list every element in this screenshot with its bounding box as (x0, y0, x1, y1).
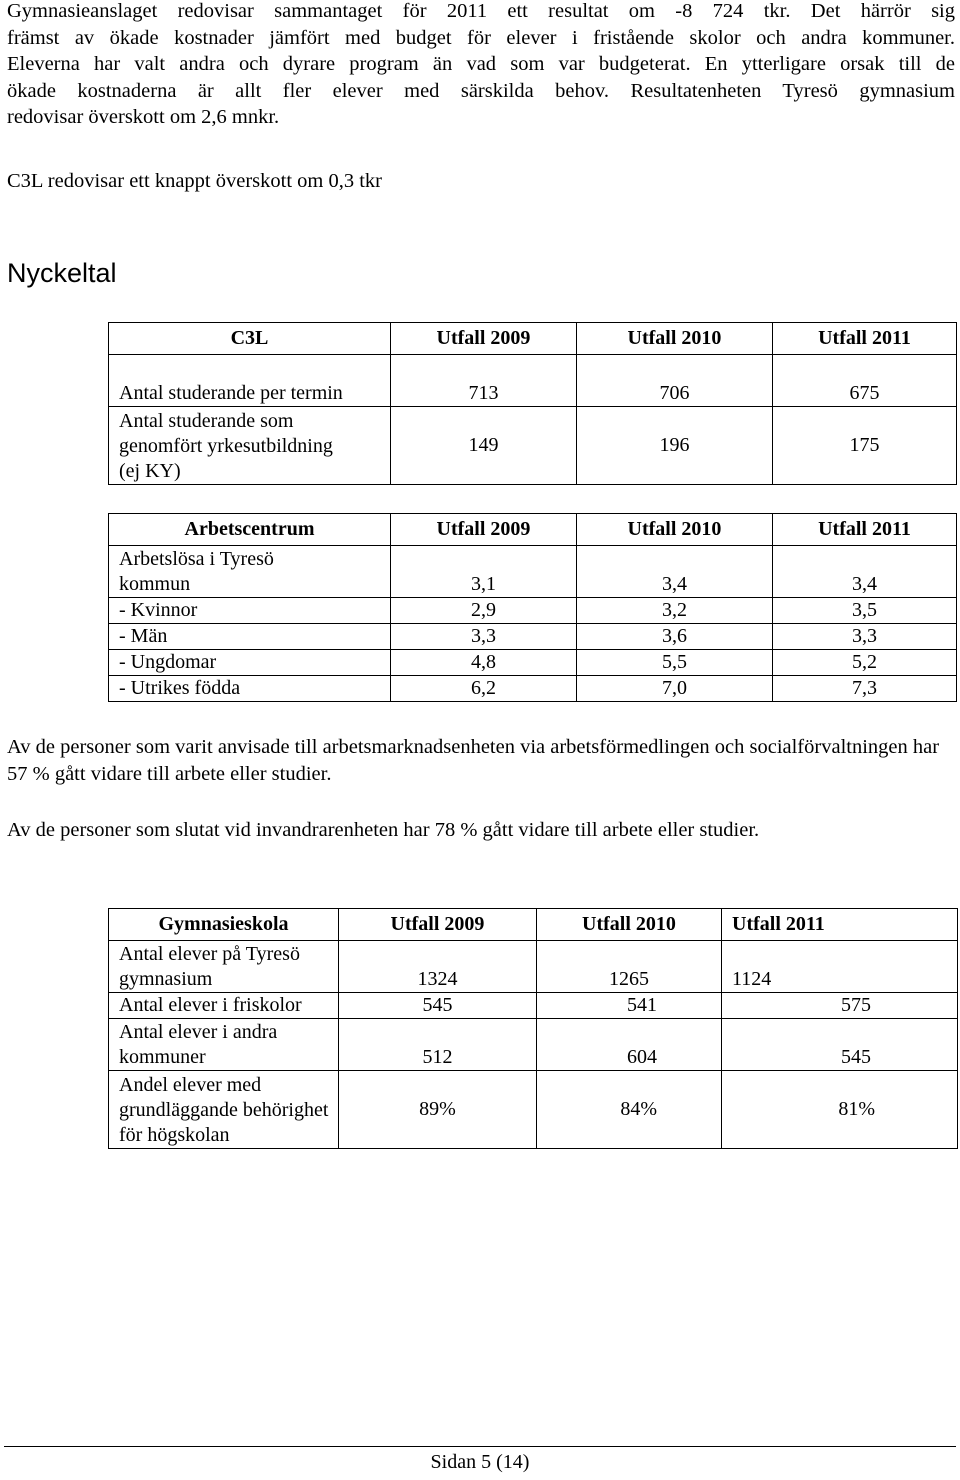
value-cell: 2,9 (391, 598, 577, 624)
value-cell: 541 (537, 993, 722, 1019)
intro-line: Gymnasieanslaget redovisar sammantaget för 2011 ett resultat om -8 724 tkr. Det härrör sig (7, 0, 955, 22)
arbetscentrum-table (108, 513, 957, 702)
value-cell: 512 (339, 1019, 537, 1071)
table-row (109, 650, 957, 676)
value-cell: 3,4 (577, 546, 773, 598)
value-cell: 149 (391, 407, 577, 485)
value-cell: 1324 (339, 941, 537, 993)
row-label: - Kvinnor (109, 598, 391, 624)
value-cell: 3,2 (577, 598, 773, 624)
value-cell: 1265 (537, 941, 722, 993)
table-row (109, 993, 958, 1019)
header-cell: Utfall 2009 (339, 909, 537, 941)
value-cell: 175 (773, 407, 957, 485)
value-cell: 81% (722, 1071, 958, 1149)
row-label: Antal elever på Tyresö gymnasium (109, 941, 339, 993)
value-cell: 3,6 (577, 624, 773, 650)
header-cell: Utfall 2011 (773, 514, 957, 546)
row-label: Antal elever i andra kommuner (109, 1019, 339, 1071)
value-cell: 604 (537, 1019, 722, 1071)
table-header-row (109, 323, 957, 355)
value-cell: 1124 (722, 941, 958, 993)
row-label: - Ungdomar (109, 650, 391, 676)
invandrar-paragraph: Av de personer som slutat vid invandrarenheten har 78 % gått vidare till arbete eller studier. (7, 819, 760, 841)
c3l-result-text: C3L redovisar ett knappt överskott om 0,3 tkr (7, 170, 383, 192)
table-header-row (109, 514, 957, 546)
value-cell: 4,8 (391, 650, 577, 676)
c3l-table (108, 322, 957, 485)
value-cell: 3,4 (773, 546, 957, 598)
value-cell: 89% (339, 1071, 537, 1149)
value-cell: 7,0 (577, 676, 773, 702)
table-row (109, 1071, 958, 1149)
value-cell: 5,2 (773, 650, 957, 676)
arbetsmarknad-paragraph: Av de personer som varit anvisade till arbetsmarknadsenheten via arbetsförmedlingen och socialförvaltningen har 57 % gått vidare till arbete eller studier. (7, 736, 940, 785)
intro-line: redovisar överskott om 2,6 mnkr. (7, 106, 280, 128)
value-cell: 196 (577, 407, 773, 485)
header-cell: Utfall 2010 (537, 909, 722, 941)
footer-divider (4, 1446, 956, 1447)
page-number: Sidan 5 (14) (430, 1451, 530, 1473)
header-cell: Utfall 2010 (577, 514, 773, 546)
gymnasieskola-table (108, 908, 958, 1149)
table-row (109, 1019, 958, 1071)
value-cell: 6,2 (391, 676, 577, 702)
row-label: Antal elever i friskolor (109, 993, 339, 1019)
value-cell: 545 (722, 1019, 958, 1071)
row-label: Andel elever med grundläggande behörighet för högskolan (109, 1071, 339, 1149)
value-cell: 706 (577, 355, 773, 407)
value-cell: 7,3 (773, 676, 957, 702)
header-cell: Utfall 2011 (773, 323, 957, 355)
table-row (109, 676, 957, 702)
table-row (109, 941, 958, 993)
header-cell: Utfall 2010 (577, 323, 773, 355)
value-cell: 5,5 (577, 650, 773, 676)
table-header-row (109, 909, 958, 941)
intro-paragraph (7, 0, 955, 131)
intro-line: främst av ökade kostnader jämfört med budget för elever i fristående skolor och andra kommuner. (7, 26, 955, 49)
value-cell: 3,3 (773, 624, 957, 650)
value-cell: 675 (773, 355, 957, 407)
header-cell: Arbetscentrum (109, 514, 391, 546)
header-cell: Utfall 2009 (391, 514, 577, 546)
row-label: Antal studerande som genomfört yrkesutbildning (ej KY) (109, 407, 391, 485)
value-cell: 545 (339, 993, 537, 1019)
row-label: - Män (109, 624, 391, 650)
value-cell: 575 (722, 993, 958, 1019)
table-row (109, 598, 957, 624)
value-cell: 3,1 (391, 546, 577, 598)
row-label: Arbetslösa i Tyresö kommun (109, 546, 391, 598)
value-cell: 3,3 (391, 624, 577, 650)
value-cell: 713 (391, 355, 577, 407)
section-heading: Nyckeltal (7, 258, 117, 288)
intro-line: ökade kostnaderna är allt fler elever med särskilda behov. Resultatenheten Tyresö gymnasium (7, 79, 955, 102)
header-cell: Utfall 2009 (391, 323, 577, 355)
header-cell: Gymnasieskola (109, 909, 339, 941)
table-row (109, 355, 957, 407)
table-row (109, 546, 957, 598)
table-row (109, 407, 957, 485)
header-cell: Utfall 2011 (722, 909, 958, 941)
table-row (109, 624, 957, 650)
row-label: - Utrikes födda (109, 676, 391, 702)
intro-line: Eleverna har valt andra och dyrare program än vad som var budgeterat. En ytterligare orsak till de (7, 53, 955, 75)
row-label: Antal studerande per termin (109, 355, 391, 407)
value-cell: 84% (537, 1071, 722, 1149)
header-cell: C3L (109, 323, 391, 355)
value-cell: 3,5 (773, 598, 957, 624)
